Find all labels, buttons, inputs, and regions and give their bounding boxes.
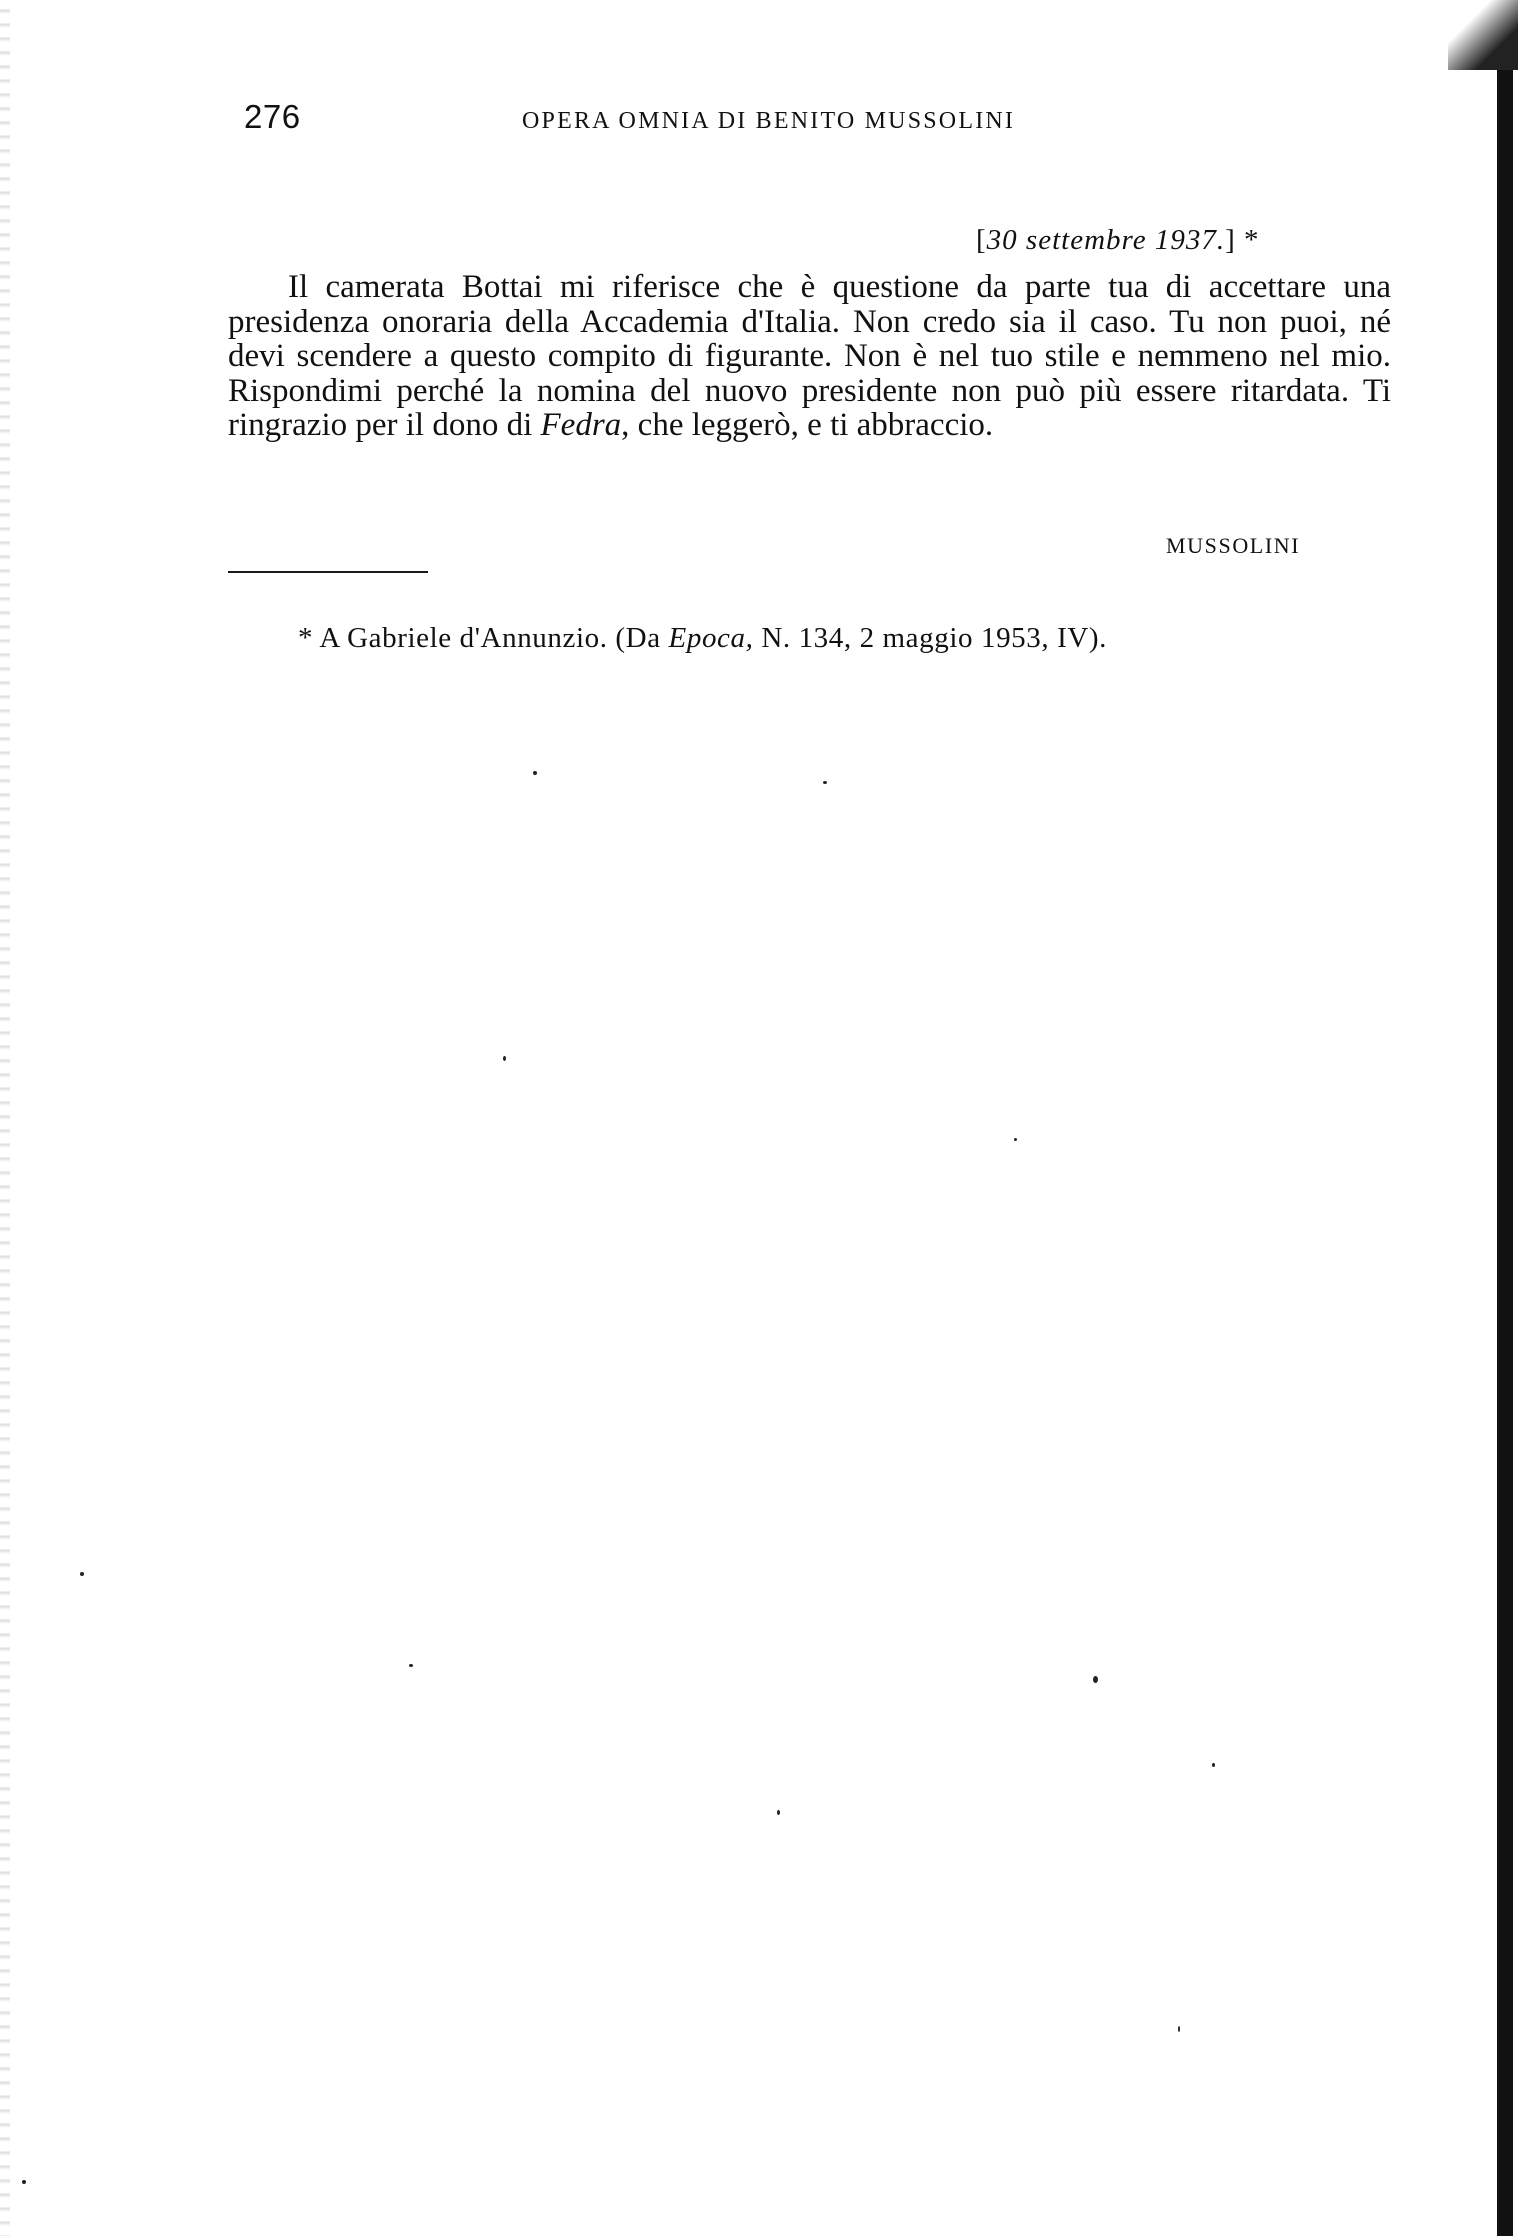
scan-speck: [22, 2180, 26, 2184]
scan-speck: [409, 1664, 413, 1667]
page-number: 276: [244, 98, 301, 135]
scan-speck: [1212, 1763, 1215, 1767]
scan-right-edge: [1497, 0, 1513, 2236]
scan-corner-shadow: [1448, 0, 1518, 70]
footnote-suffix: N. 134, 2 maggio 1953, IV).: [753, 622, 1107, 654]
scan-speck: [533, 771, 537, 775]
scan-speck: [1014, 1138, 1017, 1141]
scan-speck: [777, 1810, 780, 1815]
scan-speck: [1178, 2026, 1180, 2032]
letter-paragraph: [228, 270, 1391, 443]
footnote-source: Epoca,: [668, 622, 754, 654]
book-title: Fedra: [540, 407, 622, 443]
footnote: [298, 622, 1107, 655]
body-text-part-1: Il camerata Bottai mi riferisce che è questione da parte tua di accettare una presidenza onoraria della Accademia d'Italia. Non credo sia il caso. Tu non puoi, né devi scendere a questo compito di figurante. Non è nel tuo stile e nemmeno nel mio. Rispondimi perché la nomina del nuovo presidente non può più essere ritardata. Ti ringrazio per il dono di: [228, 269, 1391, 443]
letter-date: [976, 224, 1260, 257]
body-text-part-2: , che leggerò, e ti abbraccio.: [621, 407, 994, 443]
letter-body: [228, 270, 1391, 443]
footnote-rule: [228, 571, 428, 573]
scan-speck: [1093, 1676, 1098, 1683]
scan-speck: [80, 1572, 84, 1576]
running-head: OPERA OMNIA DI BENITO MUSSOLINI: [522, 108, 1016, 134]
date-close-bracket: ] *: [1225, 224, 1260, 256]
scan-left-edge: [0, 0, 10, 2236]
date-open-bracket: [: [976, 224, 987, 256]
scan-speck: [823, 781, 827, 784]
signature: MUSSOLINI: [1166, 533, 1301, 558]
date-text: 30 settembre 1937.: [986, 224, 1226, 256]
scan-speck: [503, 1056, 506, 1061]
footnote-prefix: * A Gabriele d'Annunzio. (Da: [298, 622, 669, 654]
